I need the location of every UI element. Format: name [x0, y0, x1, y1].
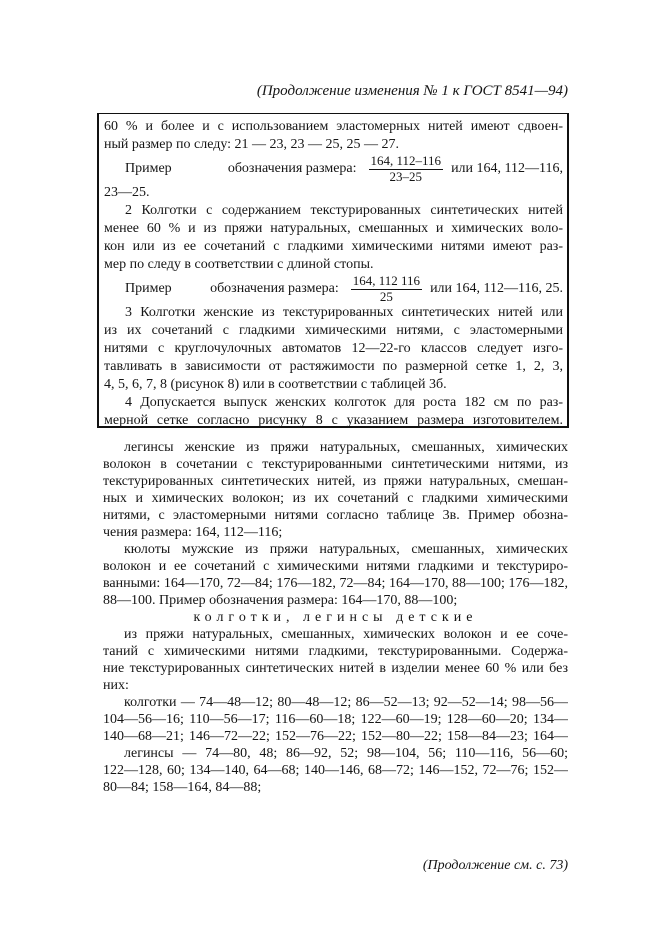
fraction-denominator: 23–25 [389, 169, 423, 184]
size-example-line [104, 154, 563, 184]
text-line: 88—100. Пример обозначения размера: 164—170, 88—100; [103, 593, 458, 608]
size-fraction [351, 274, 422, 304]
text-line: 140—68—21; 146—72—22; 152—76—22; 152—80—22; 158—84—23; 164— [103, 729, 568, 744]
text-line: мер по следу в соответствии с длиной стопы. [104, 257, 374, 272]
text-line: текстурированных синтетических нитей, из пряжи натуральных, смешан- [103, 474, 568, 489]
text-line: 122—128, 60; 134—140, 64—68; 140—146, 68—72; 146—152, 72—76; 152— [103, 763, 568, 778]
text-line: 23—25. [104, 185, 150, 200]
text-line: волокон в сочетании с текстурированными синтетическими нитями, из [103, 457, 568, 472]
text-line: менее 60 % и из пряжи натуральных, смешанных и химических воло- [104, 221, 563, 236]
section-heading: колготки, легинсы детские [193, 610, 478, 625]
example-caption: обозначения размера: [227, 161, 357, 176]
text-line: 104—56—16; 110—56—17; 116—60—18; 122—60—19; 128—60—20; 134— [103, 712, 568, 727]
running-header: (Продолжение изменения № 1 к ГОСТ 8541—94) [256, 83, 568, 99]
text-line: легинсы женские из пряжи натуральных, смешанных, химических [124, 440, 568, 455]
size-fraction [369, 154, 444, 184]
text-line: 80—84; 158—164, 84—88; [103, 780, 262, 795]
text-line: из пряжи натуральных, смешанных, химических волокон и ее соче- [124, 627, 568, 642]
text-line: из их сочетаний с гладкими химическими нитями, с эластомерными [104, 323, 563, 338]
text-line: 4, 5, 6, 7, 8 (рисунок 8) или в соответствии с таблицей 3б. [104, 377, 447, 392]
size-example-alt: или 164, 112—116, [451, 161, 563, 176]
size-example-alt: или 164, 112—116, 25. [430, 281, 563, 296]
text-line: ванными: 164—170, 72—84; 176—182, 72—84; 164—170, 88—100; 176—182, [103, 576, 568, 591]
size-example-label [104, 281, 339, 297]
text-line: кон или из ее сочетаний с гладкими химическими нитями имеют раз- [104, 239, 563, 254]
text-line: волокон и ее сочетаний с химическими нитями гладкими и текстуриро- [103, 559, 568, 574]
text-line: 2 Колготки с содержанием текстурированных синтетических нитей [125, 203, 563, 218]
text-line: таний с химическими нитями гладкими, текстурированными. Содержа- [103, 644, 568, 659]
fraction-denominator: 25 [379, 289, 393, 304]
text-line: ние текстурированных синтетических нитей в изделии менее 60 % или без [103, 661, 568, 676]
text-line: ный размер по следу: 21 — 23, 23 — 25, 25 — 27. [104, 137, 400, 152]
fraction-numerator: 164, 112 116 [352, 273, 421, 288]
text-line: чения размера: 164, 112—116; [103, 525, 283, 540]
fraction-numerator: 164, 112–116 [370, 153, 442, 168]
text-line: легинсы — 74—80, 48; 86—92, 52; 98—104, 56; 110—116, 56—60; [124, 746, 568, 761]
text-line: колготки — 74—48—12; 80—48—12; 86—52—13; 92—52—14; 98—56— [124, 695, 568, 710]
text-line: тавливать в зависимости от растяжимости по размерной сетке 1, 2, 3, [104, 359, 563, 374]
text-line: 60 % и более и с использованием эластомерных нитей имеют сдвоен- [104, 119, 563, 134]
text-line: 3 Колготки женские из текстурированных синтетических нитей или [125, 305, 563, 320]
text-line: кюлоты мужские из пряжи натуральных, смешанных, химических [124, 542, 568, 557]
body-text [103, 439, 568, 796]
amendment-box [97, 113, 569, 428]
text-line: нитями с круглочулочных автоматов 12—22-го классов следует изго- [104, 341, 563, 356]
text-line: мерной сетке согласно рисунку 8 с указанием размера изготовителем. [104, 413, 563, 428]
continuation-note: (Продолжение см. с. 73) [422, 858, 568, 873]
size-example-label [104, 161, 357, 177]
text-line: нитями, с эластомерными нитями согласно таблице 3в. Пример обозна- [103, 508, 568, 523]
text-line: ных и химических волокон; из их сочетаний с гладкими химическими [103, 491, 568, 506]
example-word: Пример [125, 281, 172, 296]
example-word: Пример [125, 161, 172, 176]
text-line: них: [103, 678, 129, 693]
text-line: 4 Допускается выпуск женских колготок для роста 182 см по раз- [125, 395, 563, 410]
size-example-line [104, 274, 563, 304]
example-caption: обозначения размера: [210, 281, 339, 296]
